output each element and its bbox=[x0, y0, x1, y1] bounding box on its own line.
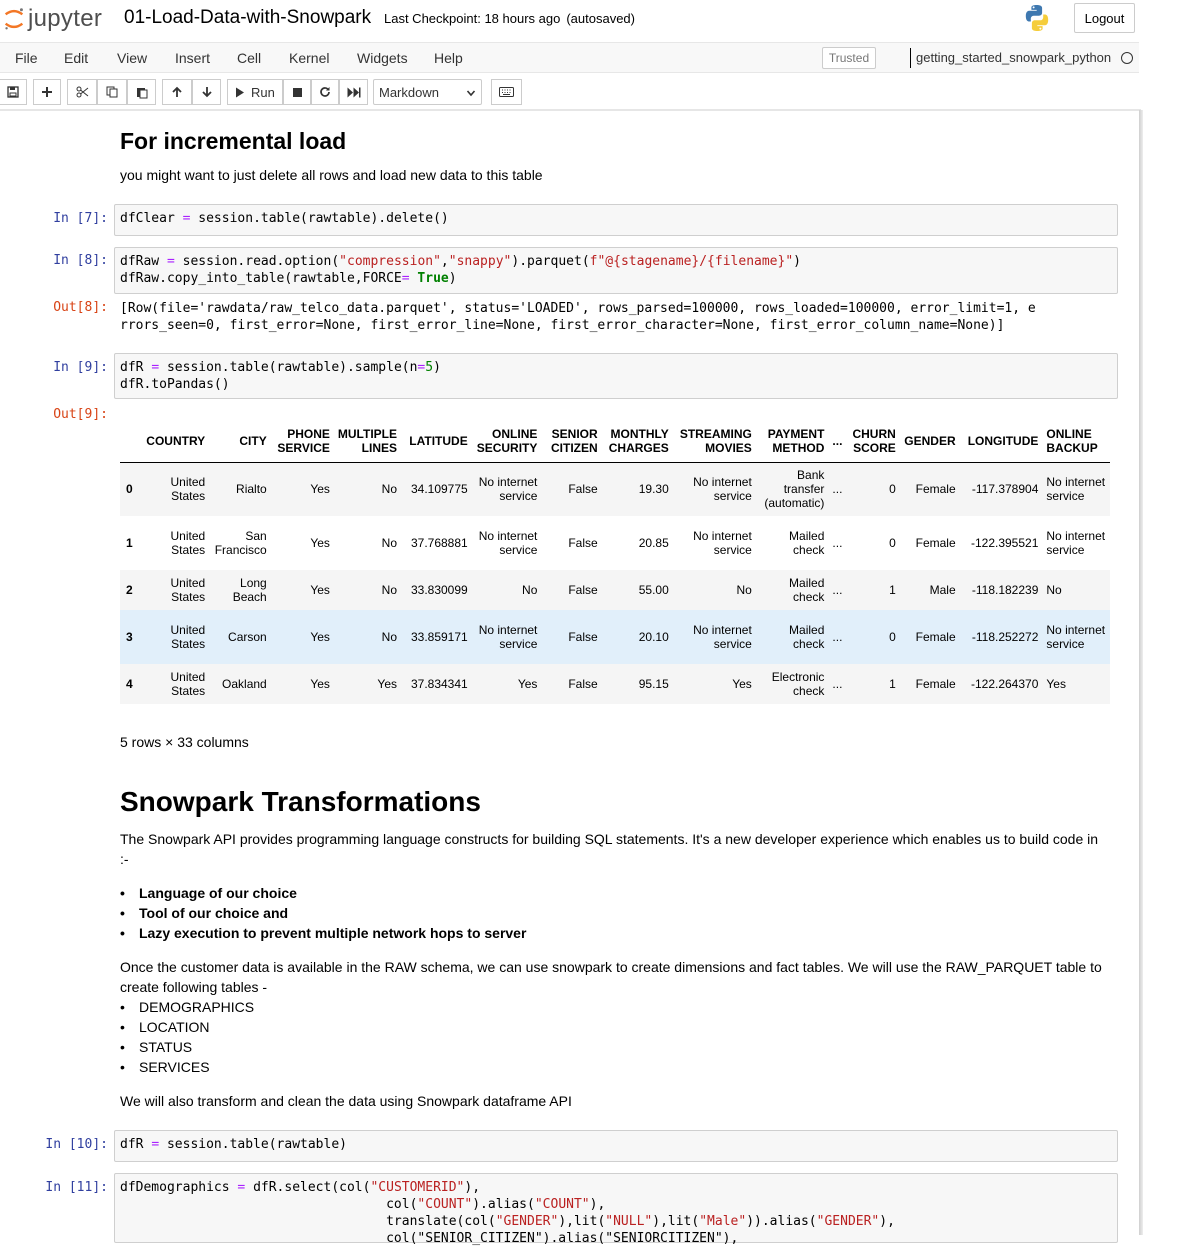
table-row[interactable] bbox=[120, 610, 1110, 664]
table-cell: 37.768881 bbox=[410, 536, 468, 550]
table-cell: False bbox=[568, 536, 598, 550]
code-token: = bbox=[417, 360, 426, 375]
dataframe-header-row bbox=[120, 420, 1110, 462]
arrow-down-icon bbox=[201, 86, 213, 98]
arrow-up-icon bbox=[171, 86, 183, 98]
list-item-text: Language of our choice bbox=[139, 885, 297, 901]
row-index: 2 bbox=[126, 583, 133, 597]
output-prompt: Out[8]: bbox=[53, 300, 108, 315]
table-cell: No internet service bbox=[693, 623, 752, 651]
table-cell: No internet service bbox=[478, 475, 538, 504]
code-token: = bbox=[182, 211, 191, 226]
code-token: = bbox=[401, 271, 410, 286]
column-header-country: COUNTRY bbox=[142, 420, 209, 462]
code-token: "GENDER" bbox=[495, 1214, 559, 1229]
table-cell: Rialto bbox=[236, 482, 267, 497]
table-cell: Yes bbox=[1046, 677, 1066, 691]
toolbar-divider bbox=[0, 109, 1141, 111]
code-token: dfR.toPandas() bbox=[120, 377, 230, 392]
table-cell: -122.264370 bbox=[970, 677, 1039, 691]
table-cell: Electronic check bbox=[771, 670, 825, 698]
column-header-index bbox=[120, 420, 142, 462]
table-cell: 0 bbox=[889, 482, 896, 497]
menu-view[interactable]: View bbox=[117, 50, 148, 66]
table-cell: No bbox=[1046, 583, 1062, 597]
column-header-longitude: LONGITUDE bbox=[960, 420, 1043, 462]
dataframe-table bbox=[120, 420, 1110, 704]
notebook-title[interactable]: 01-Load-Data-with-Snowpark bbox=[124, 7, 372, 28]
table-cell: No bbox=[381, 583, 397, 597]
table-cell: No bbox=[522, 583, 538, 597]
table-cell: San Francisco bbox=[214, 529, 267, 557]
row-index: 0 bbox=[126, 482, 133, 497]
logout-button[interactable]: Logout bbox=[1074, 3, 1135, 33]
input-prompt: In [8]: bbox=[53, 253, 108, 268]
python-logo-icon bbox=[1022, 3, 1052, 33]
list-item-text: DEMOGRAPHICS bbox=[139, 999, 255, 1015]
column-header-monthly-charges: MONTHLY CHARGES bbox=[602, 420, 673, 462]
checkpoint-text: Last Checkpoint: 18 hours ago bbox=[384, 11, 561, 26]
input-prompt: In [7]: bbox=[53, 211, 108, 226]
table-cell: Carson bbox=[228, 630, 267, 644]
table-cell: Yes bbox=[310, 482, 330, 497]
table-cell: United States bbox=[170, 576, 206, 604]
table-cell: Yes bbox=[310, 677, 330, 691]
table-cell: -118.252272 bbox=[971, 630, 1039, 644]
table-cell: ... bbox=[832, 677, 843, 691]
code-cell-in9[interactable] bbox=[114, 353, 1118, 399]
dataframe-shape: 5 rows × 33 columns bbox=[120, 734, 249, 750]
column-header-churn-score: CHURN SCORE bbox=[846, 420, 899, 462]
checkpoint-status bbox=[384, 11, 635, 26]
code-token: session.table(rawtable) bbox=[166, 1137, 347, 1152]
notebook-edge-shadow bbox=[1139, 110, 1143, 1235]
copy-icon bbox=[106, 86, 118, 98]
column-header-online-security: ONLINE SECURITY bbox=[472, 420, 542, 462]
md-paragraph: Once the customer data is available in the RAW schema, we can use snowpark to create dimensions and fact tables. We will use the RAW_PARQUET table to create following tables - bbox=[120, 959, 1102, 995]
md-paragraph: The Snowpark API provides programming language constructs for building SQL statements. It's a new developer experience which enables us to build code in :- bbox=[120, 831, 1099, 867]
code-token: "snappy" bbox=[448, 254, 512, 269]
restart-icon bbox=[319, 86, 331, 98]
code-token: dfClear bbox=[120, 211, 175, 226]
table-row[interactable] bbox=[120, 516, 1110, 570]
code-token: "Male" bbox=[699, 1214, 747, 1229]
kernel-name: getting_started_snowpark_python bbox=[910, 48, 1111, 68]
output-text-out8 bbox=[120, 300, 1036, 334]
jupyter-logo[interactable] bbox=[2, 3, 102, 35]
run-button[interactable] bbox=[227, 79, 283, 105]
table-cell: No internet service bbox=[478, 529, 538, 557]
table-cell: No bbox=[381, 630, 397, 644]
code-token: True bbox=[417, 271, 449, 286]
trusted-indicator[interactable]: Trusted bbox=[822, 47, 876, 69]
code-token: "NULL" bbox=[605, 1214, 653, 1229]
code-token: "GENDER" bbox=[816, 1214, 880, 1229]
table-cell: No internet service bbox=[1046, 475, 1106, 504]
output-line: rrors_seen=0, first_error=None, first_error_line=None, first_error_character=None, first_error_column_name=None)] bbox=[120, 318, 1005, 333]
table-cell: No internet service bbox=[693, 529, 752, 557]
table-cell: -122.395521 bbox=[970, 536, 1039, 550]
code-token: "CUSTOMERID" bbox=[370, 1180, 465, 1195]
table-cell: False bbox=[568, 583, 598, 597]
table-cell: No bbox=[381, 482, 397, 497]
code-token: dfR bbox=[120, 360, 144, 375]
command-palette-button[interactable] bbox=[491, 79, 522, 105]
code-token: col("SENIOR_CITIZEN").alias("SENIORCITIZEN"), bbox=[386, 1231, 739, 1246]
restart-run-all-button[interactable] bbox=[339, 79, 368, 105]
code-token: session.table(rawtable).delete() bbox=[198, 211, 449, 226]
code-token: session.table(rawtable).sample(n bbox=[166, 360, 418, 375]
md-paragraph: you might want to just delete all rows and load new data to this table bbox=[120, 167, 543, 183]
row-index: 4 bbox=[126, 677, 133, 691]
table-cell: 20.85 bbox=[638, 536, 669, 550]
code-token: ).parquet( bbox=[511, 254, 590, 269]
code-cell-in11[interactable] bbox=[114, 1173, 1118, 1246]
table-cell: False bbox=[568, 630, 598, 644]
code-token: = bbox=[151, 1137, 160, 1152]
table-cell: Female bbox=[915, 536, 956, 550]
code-token: dfR.select(col( bbox=[253, 1180, 371, 1195]
table-cell: No internet service bbox=[1046, 623, 1106, 651]
table-cell: 33.859171 bbox=[410, 630, 468, 644]
table-cell: ... bbox=[832, 482, 843, 497]
insert-cell-button[interactable] bbox=[33, 79, 61, 105]
code-token: ),lit( bbox=[558, 1214, 606, 1229]
menu-edit[interactable]: Edit bbox=[64, 50, 89, 66]
autosave-status: (autosaved) bbox=[566, 11, 635, 26]
list-item-text: SERVICES bbox=[139, 1059, 210, 1075]
plus-icon bbox=[41, 86, 53, 98]
table-cell: Mailed check bbox=[789, 576, 825, 604]
code-token: , bbox=[440, 254, 449, 269]
row-index: 1 bbox=[126, 536, 133, 550]
column-header-multiple-lines: MULTIPLE LINES bbox=[334, 420, 401, 462]
md-paragraph: We will also transform and clean the data using Snowpark dataframe API bbox=[120, 1093, 572, 1109]
keyboard-icon bbox=[499, 87, 514, 97]
code-token: ), bbox=[589, 1197, 606, 1212]
code-token: f"@{stagename}/{filename}" bbox=[589, 254, 794, 269]
code-cell-in7[interactable] bbox=[114, 204, 1118, 236]
code-token: dfDemographics bbox=[120, 1180, 230, 1195]
table-cell: 0 bbox=[889, 630, 896, 644]
notebook-header bbox=[0, 0, 1142, 42]
table-cell: Yes bbox=[732, 677, 752, 691]
table-cell: ... bbox=[832, 583, 843, 597]
table-cell: Mailed check bbox=[789, 623, 825, 651]
table-row[interactable] bbox=[120, 570, 1110, 610]
code-token: = bbox=[237, 1180, 246, 1195]
table-cell: United States bbox=[170, 623, 206, 651]
table-row[interactable] bbox=[120, 462, 1110, 516]
table-cell: Yes bbox=[310, 536, 330, 550]
column-header-streaming-movies: STREAMING MOVIES bbox=[673, 420, 756, 462]
run-label: Run bbox=[251, 84, 275, 100]
code-token: = bbox=[166, 254, 175, 269]
column-header-latitude: LATITUDE bbox=[401, 420, 472, 462]
kernel-status-idle-icon bbox=[1121, 52, 1133, 64]
table-cell: -118.182239 bbox=[971, 583, 1039, 597]
code-token: )).alias( bbox=[746, 1214, 817, 1229]
menu-help[interactable]: Help bbox=[434, 50, 463, 66]
table-cell: No internet service bbox=[693, 475, 752, 504]
code-token: = bbox=[151, 360, 160, 375]
column-header-payment-method: PAYMENT METHOD bbox=[756, 420, 829, 462]
table-cell: 1 bbox=[889, 583, 896, 597]
table-cell: Yes bbox=[517, 677, 538, 691]
save-button[interactable] bbox=[0, 79, 27, 105]
table-cell: 20.10 bbox=[638, 630, 669, 644]
column-header-online-backup: ONLINE BACKUP bbox=[1042, 420, 1110, 462]
table-cell: Female bbox=[915, 482, 956, 497]
code-token: ),lit( bbox=[652, 1214, 700, 1229]
code-cell-in8[interactable] bbox=[114, 247, 1118, 294]
table-cell: ... bbox=[832, 630, 843, 644]
column-header-ellipsis: ... bbox=[828, 420, 846, 462]
input-prompt: In [9]: bbox=[53, 360, 108, 375]
md-heading-incremental-load: For incremental load bbox=[120, 128, 347, 154]
table-cell: 34.109775 bbox=[410, 482, 468, 497]
output-prompt: Out[9]: bbox=[53, 407, 108, 422]
table-cell: Female bbox=[915, 677, 956, 691]
stop-icon bbox=[292, 87, 303, 98]
table-cell: ... bbox=[832, 536, 843, 550]
code-token: ) bbox=[448, 271, 457, 286]
list-item-text: Tool of our choice and bbox=[139, 905, 289, 921]
dataframe-body bbox=[120, 462, 1110, 704]
table-cell: 0 bbox=[889, 536, 896, 550]
table-cell: 1 bbox=[889, 677, 896, 691]
move-down-button[interactable] bbox=[192, 79, 221, 105]
input-prompt: In [11]: bbox=[45, 1180, 108, 1195]
cell-type-value: Markdown bbox=[379, 84, 439, 100]
table-row[interactable] bbox=[120, 664, 1110, 704]
save-icon bbox=[7, 86, 19, 98]
code-token: "compression" bbox=[339, 254, 441, 269]
scissors-icon bbox=[76, 86, 89, 98]
table-cell: Mailed check bbox=[789, 529, 825, 557]
code-token: "COUNT" bbox=[417, 1197, 473, 1212]
play-icon bbox=[235, 87, 245, 98]
menubar bbox=[0, 42, 1139, 73]
move-up-button[interactable] bbox=[162, 79, 192, 105]
fast-forward-icon bbox=[347, 87, 361, 98]
jupyter-wordmark: jupyter bbox=[28, 5, 103, 32]
table-cell: 95.15 bbox=[638, 677, 669, 691]
code-token: "COUNT" bbox=[534, 1197, 590, 1212]
code-token: dfRaw.copy_into_table(rawtable,FORCE bbox=[120, 271, 402, 286]
column-header-city: CITY bbox=[209, 420, 271, 462]
menu-file[interactable]: File bbox=[15, 50, 38, 66]
table-cell: Oakland bbox=[222, 677, 267, 691]
menu-cell[interactable]: Cell bbox=[237, 50, 262, 66]
table-cell: 55.00 bbox=[638, 583, 669, 597]
code-token: ) bbox=[433, 360, 441, 375]
table-cell: United States bbox=[170, 670, 206, 698]
table-cell: United States bbox=[170, 475, 206, 504]
column-header-gender: GENDER bbox=[900, 420, 960, 462]
code-token: 5 bbox=[425, 360, 434, 375]
code-token: translate(col( bbox=[386, 1214, 496, 1229]
code-token: session.read.option( bbox=[182, 254, 340, 269]
main-toolbar bbox=[0, 74, 1140, 110]
copy-button[interactable] bbox=[97, 79, 127, 105]
table-cell: Male bbox=[929, 583, 956, 597]
interrupt-button[interactable] bbox=[283, 79, 311, 105]
md-heading-snowpark-transformations: Snowpark Transformations bbox=[120, 786, 481, 817]
table-cell: Yes bbox=[377, 677, 397, 691]
table-cell: Long Beach bbox=[232, 576, 267, 604]
code-token: ) bbox=[793, 254, 801, 269]
table-cell: Yes bbox=[310, 583, 330, 597]
list-item-text: LOCATION bbox=[139, 1019, 210, 1035]
cell-type-select[interactable] bbox=[373, 79, 482, 105]
code-token: dfRaw bbox=[120, 254, 160, 269]
dataframe-output[interactable] bbox=[120, 420, 1110, 718]
input-prompt: In [10]: bbox=[45, 1137, 108, 1152]
menu-widgets[interactable]: Widgets bbox=[357, 50, 408, 66]
table-cell: No internet service bbox=[1046, 529, 1106, 557]
list-item-text: STATUS bbox=[139, 1039, 193, 1055]
code-cell-in10[interactable] bbox=[114, 1130, 1118, 1162]
table-cell: False bbox=[568, 482, 598, 497]
paste-button[interactable] bbox=[127, 79, 156, 105]
table-cell: -117.378904 bbox=[971, 482, 1039, 497]
table-cell: 37.834341 bbox=[410, 677, 468, 691]
column-header-phone-service: PHONE SERVICE bbox=[271, 420, 334, 462]
table-cell: No bbox=[381, 536, 397, 550]
chevron-down-icon bbox=[466, 88, 476, 98]
menu-insert[interactable]: Insert bbox=[175, 50, 211, 66]
code-token: col( bbox=[386, 1197, 418, 1212]
jupyter-logo-icon bbox=[2, 6, 26, 32]
code-token: dfR bbox=[120, 1137, 144, 1152]
paste-icon bbox=[136, 86, 148, 98]
menu-kernel[interactable]: Kernel bbox=[289, 50, 330, 66]
column-header-senior-citizen: SENIOR CITIZEN bbox=[541, 420, 601, 462]
table-cell: False bbox=[568, 677, 598, 691]
table-cell: United States bbox=[170, 529, 206, 557]
row-index: 3 bbox=[126, 630, 133, 644]
table-cell: No internet service bbox=[478, 623, 538, 651]
list-item-text: Lazy execution to prevent multiple network hops to server bbox=[139, 925, 527, 941]
table-cell: Bank transfer (automatic) bbox=[764, 468, 825, 511]
output-line: [Row(file='rawdata/raw_telco_data.parquet', status='LOADED', rows_parsed=100000, rows_loaded=100000, error_limit=1, e bbox=[120, 301, 1036, 316]
cut-button[interactable] bbox=[67, 79, 97, 105]
code-token: ).alias( bbox=[472, 1197, 535, 1212]
restart-button[interactable] bbox=[311, 79, 339, 105]
table-cell: Yes bbox=[310, 630, 330, 644]
code-token: ), bbox=[464, 1180, 481, 1195]
table-cell: 33.830099 bbox=[410, 583, 468, 597]
code-token: ), bbox=[879, 1214, 895, 1229]
table-cell: Female bbox=[915, 630, 956, 644]
table-cell: No bbox=[736, 583, 752, 597]
table-cell: 19.30 bbox=[638, 482, 669, 497]
